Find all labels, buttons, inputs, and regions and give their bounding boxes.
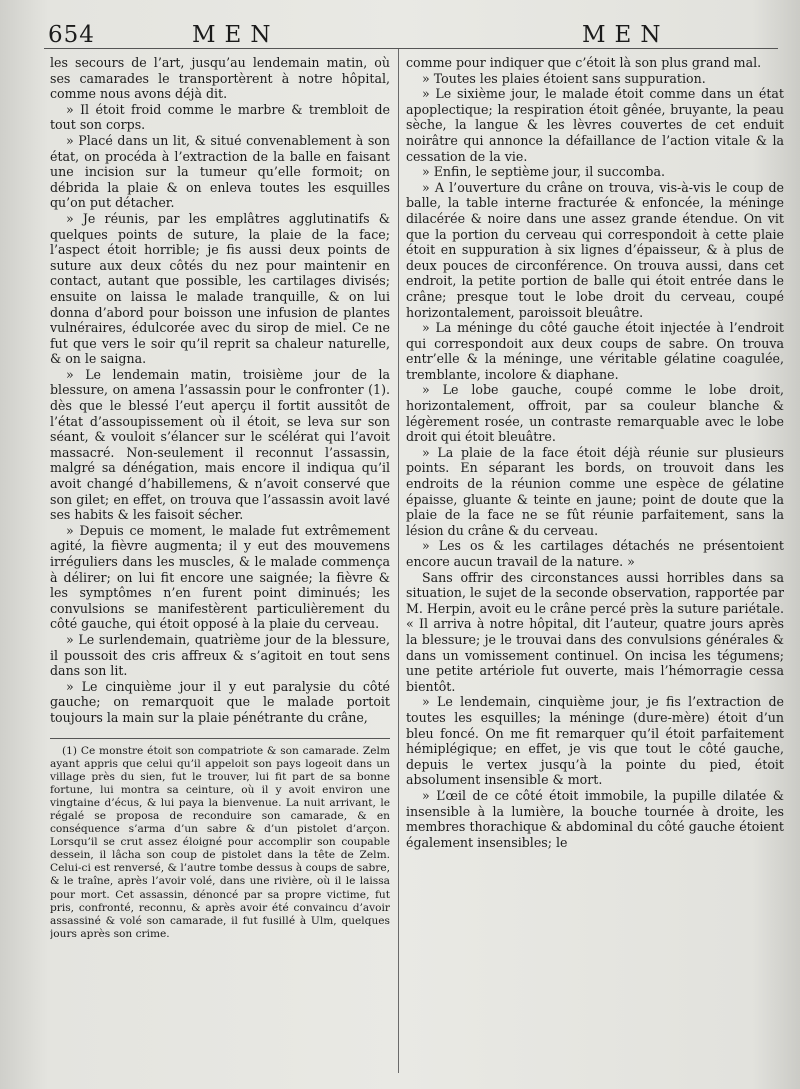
paragraph: comme pour indiquer que c’étoit là son plus grand mal. [406, 55, 762, 70]
paragraph: » Le cinquième jour il y eut paralysie du côté gauche; on remarquoit que le malade portoit toujours la main sur la plaie pénétrante du crâne, [50, 678, 390, 725]
right-running-head: MEN [582, 22, 670, 48]
paragraph: » Toutes les plaies étoient sans suppuration. [422, 70, 706, 86]
footnote-text: (1) Ce monstre étoit son compatriote & son camarade. Zelm ayant appris que celui qu’il appeloit son pays logeoit dans un village près du sien, fut le trouver, lui fit part de sa bonne fortune, lui montra sa ceinture, où il y avoit environ une vingtaine d’écus, & lui paya la bienvenue. La nuit arrivant, le régalé se proposa de reconduire son camarade, & en conséquence s’arma d’un sabre & d’un pistolet d’arçon. Lorsqu’il se crut assez éloigné pour accomplir son coupable dessein, il lâcha son coup de pistolet dans la tête de Zelm. Celui-ci est renversé, & l’autre tombe dessus à coups de sabre, & le traîne, après l’avoir volé, dans une rivière, où il le laissa pour mort. Cet assassin, dénoncé par sa propre victime, fut pris, confronté, reconnu, & après avoir été convaincu d’avoir assassiné & volé son camarade, il fut fusillé à Ulm, quelques jours après son crime. [50, 744, 390, 940]
running-header [44, 14, 778, 49]
paragraph: » Le lendemain matin, troisième jour de la blessure, on amena l’assassin pour le confronter (1). dès que le blessé l’eut aperçu il fortit aussitôt de l’état d’assoupissement où il étoit, se leva sur son séant, & vouloit s’élancer sur le scélérat qui l’avoit massacré. Non-seulement il reconnut l’assassin, malgré sa dénégation, mais encore il indiqua qu’il avoit changé d’habillemens, & n’avoit conservé que son gilet; en effet, on trouva que l’assassin avoit lavé ses habits & les faisoit sécher. [50, 366, 390, 523]
page-number: 654 [48, 22, 95, 48]
paragraph: » A l’ouverture du crâne on trouva, vis-à-vis le coup de balle, la table interne fracturée & enfoncée, la méninge dilacérée & noire dans une assez grande étendue. On vit que la portion du cerveau qui correspondoit à cette plaie étoit en suppuration à six lignes d’épaisseur, & à plus de deux pouces de circonférence. On trouva aussi, dans cet endroit, la petite portion de balle qui étoit entrée dans le crâne; presque tout le lobe droit du cerveau, coupé horizontalement, paroissoit bleuâtre. [406, 179, 784, 320]
paragraph: » L’œil de ce côté étoit immobile, la pupille dilatée & insensible à la lumière, la bouche tournée à droite, les membres thorachique & abdominal du côté gauche étoient également insensibles; le [406, 787, 784, 850]
left-column [50, 55, 390, 941]
paragraph: » Les os & les cartilages détachés ne présentoient encore aucun travail de la nature. » [406, 538, 784, 569]
paragraph: » Le surlendemain, quatrième jour de la blessure, il poussoit des cris affreux & s’agitoit en tout sens dans son lit. [50, 631, 390, 679]
paragraph: » La plaie de la face étoit déjà réunie sur plusieurs points. En séparant les bords, on trouvoit dans les endroits de la réunion comme une espèce de gélatine épaisse, gluante & teinte en jaune; point de doute que la plaie de la face ne se fût réunie parfaitement, sans la lésion du crâne & du cerveau. [406, 444, 784, 538]
paragraph: » Le lobe gauche, coupé comme le lobe droit, horizontalement, offroit, par sa couleur blanche & légèrement rosée, un contraste remarquable avec le lobe droit qui étoit bleuâtre. [406, 382, 784, 445]
footnote [50, 745, 390, 941]
text-columns [44, 49, 784, 1079]
column-divider [398, 49, 399, 1073]
paragraph: » Placé dans un lit, & situé convenablement à son état, on procéda à l’extraction de la balle en faisant une incision sur la tumeur qu’elle formoit; on débrida la plaie & on enleva toutes les esquilles qu’on put détacher. [50, 132, 390, 211]
paragraph: » Enfin, le septième jour, il succomba. [422, 164, 666, 180]
left-running-head: MEN [192, 22, 280, 48]
paragraph: » Le sixième jour, le malade étoit comme dans un état apoplectique; la respiration étoit gênée, bruyante, la peau sèche, la langue & les lèvres couvertes de cet enduit noirâtre qui annonce la défaillance de l’action vitale & la cessation de la vie. [406, 86, 784, 164]
paragraph: Sans offrir des circonstances aussi horribles dans sa situation, le sujet de la seconde observation, rapportée par M. Herpin, avoit eu le crâne percé près la suture pariétale. « Il arriva à notre hôpital, dit l’auteur, quatre jours après la blessure; je le trouvai dans des convulsions générales & dans un vomissement continuel. On incisa les tégumens; une petite artériole fut ouverte, mais l’hémorragie cessa bientôt. [406, 569, 784, 694]
right-column [406, 55, 784, 850]
paragraph: » La méninge du côté gauche étoit injectée à l’endroit qui correspondoit aux deux coups de sabre. On trouva entr’elle & la méninge, une véritable gélatine coagulée, tremblante, incolore & diaphane. [406, 320, 784, 382]
paragraph: » Le lendemain, cinquième jour, je fis l’extraction de toutes les esquilles; la méninge (dure-mère) étoit d’un bleu foncé. On me fit remarquer qu’il étoit parfaitement hémiplégique; en effet, je vis que tout le côté gauche, depuis le vertex jusqu’à la pointe du pied, étoit absolument insensible & mort. [406, 694, 784, 788]
footnote-separator [50, 738, 390, 739]
paragraph: » Je réunis, par les emplâtres agglutinatifs & quelques points de suture, la plaie de la face; l’aspect étoit horrible; je fis aussi deux points de suture aux deux côtés du nez pour maintenir en contact, autant que possible, les cartilages divisés; ensuite on laissa le malade tranquille, & on lui donna d’abord pour boisson une infusion de plantes vulnéraires, édulcorée avec du sirop de miel. Ce ne fut que vers le soir qu’il reprit sa chaleur naturelle, & on le saigna. [50, 210, 390, 367]
paragraph: » Il étoit froid comme le marbre & trembloit de tout son corps. [50, 101, 390, 133]
paragraph: » Depuis ce moment, le malade fut extrêmement agité, la fièvre augmenta; il y eut des mouvemens irréguliers dans les muscles, & le malade commença à délirer; on lui fit encore une saignée; la fièvre & les symptômes n’en furent point diminués; les convulsions se manifestèrent particulièrement du côté gauche, qui étoit opposé à la plaie du cerveau. [50, 522, 390, 632]
paragraph: les secours de l’art, jusqu’au lendemain matin, où ses camarades le transportèrent à notre hôpital, comme nous avons déjà dit. [50, 55, 390, 102]
